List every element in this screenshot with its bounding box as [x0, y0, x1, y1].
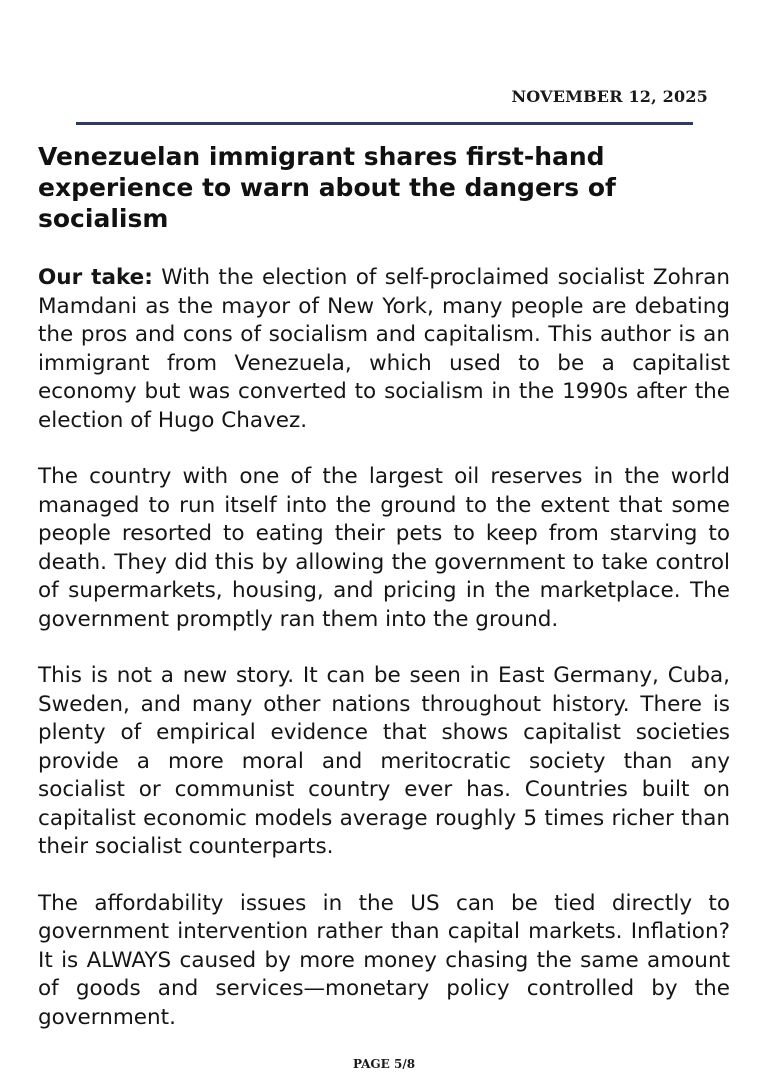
- our-take-paragraph: [38, 264, 730, 435]
- page-number: PAGE 5/8: [352, 1057, 416, 1071]
- article-body: [38, 141, 730, 1060]
- header-divider: [76, 122, 693, 125]
- publication-date: NOVEMBER 12, 2025: [511, 87, 708, 106]
- our-take-label: Our take:: [38, 265, 153, 290]
- article-headline: Venezuelan immigrant shares first-hand experience to warn about the dangers of socialism: [38, 142, 616, 233]
- our-take-text: With the election of self-proclaimed socialist Zohran Mamdani as the mayor of New York, many people are debating the pros and cons of socialism and capitalism. This author is an immigrant from Venezuela, which used to be a capitalist economy but was converted to socialism in the 1990s after the election of Hugo Chavez.: [38, 265, 730, 433]
- article-paragraph: This is not a new story. It can be seen in East Germany, Cuba, Sweden, and many other nations throughout history. There is plenty of empirical evidence that shows capitalist societies provide a more moral and meritocratic society than any socialist or communist country ever has. Countries built on capitalist economic models average roughly 5 times richer than their socialist counterparts.: [38, 663, 730, 859]
- article-paragraph: The country with one of the largest oil reserves in the world managed to run itself into the ground to the extent that some people resorted to eating their pets to keep from starving to death. They did this by allowing the government to take control of supermarkets, housing, and pricing in the marketplace. The government promptly ran them into the ground.: [38, 464, 730, 632]
- article-paragraph: The affordability issues in the US can be tied directly to government intervention rather than capital markets. Inflation? It is ALWAYS caused by more money chasing the same amount of goods and services—monetary policy controlled by the government.: [38, 890, 730, 1030]
